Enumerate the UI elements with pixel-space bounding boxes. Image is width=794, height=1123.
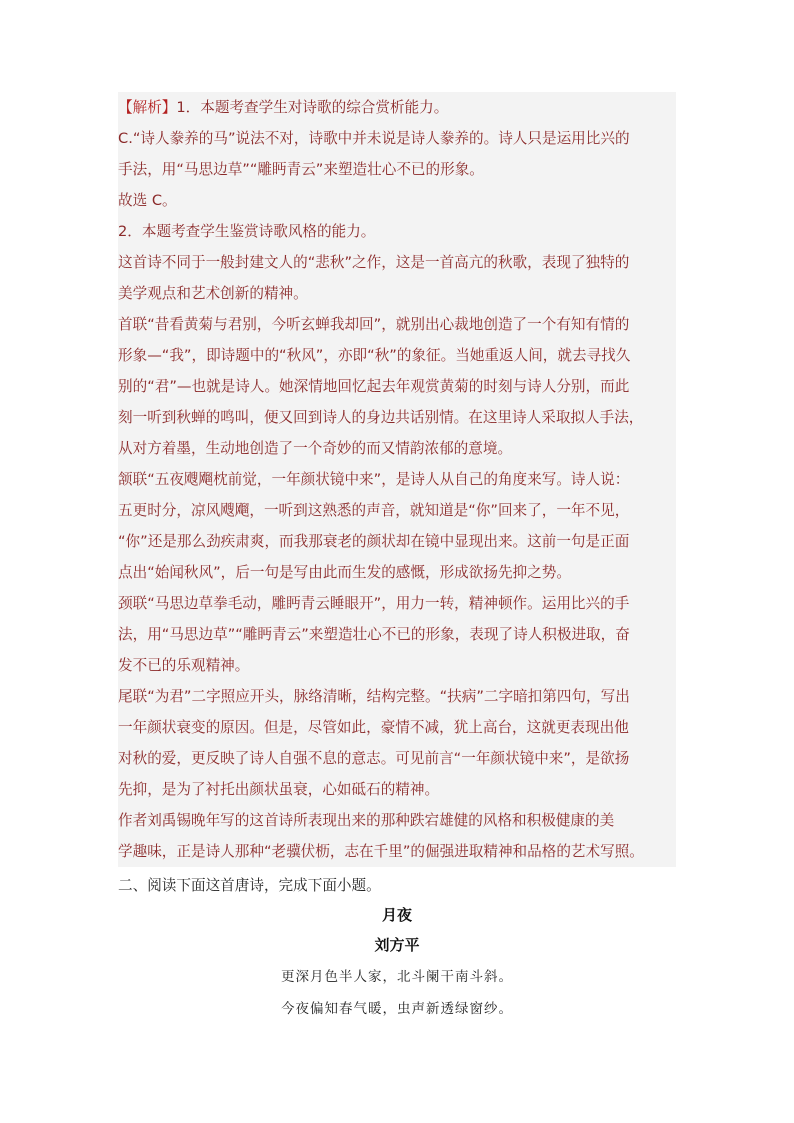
analysis-line: 手法，用“马思边草”“雕眄青云”来塑造壮心不已的形象。 xyxy=(118,161,484,178)
analysis-label: 【解析】 xyxy=(118,99,177,116)
analysis-line: 先抑，是为了衬托出颜状虽衰，心如砥石的精神。 xyxy=(118,781,440,798)
analysis-line: 形象—“我”，即诗题中的“秋风”，亦即“秋”的象征。当她重返人间，就去寻找久 xyxy=(118,347,631,364)
analysis-line: 学趣味，正是诗人那种“老骥伏枥，志在千里”的倔强进取精神和品格的艺术写照。 xyxy=(118,843,644,860)
poem-line: 更深月色半人家，北斗阑干南斗斜。 xyxy=(281,969,513,985)
analysis-line-text: 1．本题考查学生对诗歌的综合赏析能力。 xyxy=(176,99,449,116)
analysis-line: 五更时分，凉风飕飗，一听到这熟悉的声音，就知道是“你”回来了，一年不见， xyxy=(118,502,630,519)
answer-analysis-block xyxy=(118,92,676,867)
analysis-line: 法，用“马思边草”“雕眄青云”来塑造壮心不已的形象，表现了诗人积极进取，奋 xyxy=(118,626,630,643)
analysis-line: 对秋的爱，更反映了诗人自强不息的意志。可见前言“一年颜状镜中来”，是欲扬 xyxy=(118,750,630,767)
section-heading: 二、阅读下面这首唐诗，完成下面小题。 xyxy=(118,877,381,894)
analysis-line: 故选 C。 xyxy=(118,192,177,209)
analysis-line: 别的“君”—也就是诗人。她深情地回忆起去年观赏黄菊的时刻与诗人分别，而此 xyxy=(118,378,630,395)
poem-line: 今夜偏知春气暖，虫声新透绿窗纱。 xyxy=(281,1001,513,1017)
analysis-line: 2．本题考查学生鉴赏诗歌风格的能力。 xyxy=(118,223,376,240)
analysis-line: 尾联“为君”二字照应开头，脉络清晰，结构完整。“扶病”二字暗扣第四句，写出 xyxy=(118,688,630,705)
analysis-line: 颔联“五夜飕飗枕前觉，一年颜状镜中来”，是诗人从自己的角度来写。诗人说： xyxy=(118,471,630,488)
analysis-line: 点出“始闻秋风”，后一句是写由此而生发的感慨，形成欲扬先抑之势。 xyxy=(118,564,571,581)
analysis-line: C.“诗人豢养的马”说法不对，诗歌中并未说是诗人豢养的。诗人只是运用比兴的 xyxy=(118,130,630,147)
analysis-line: 发不已的乐观精神。 xyxy=(118,657,250,674)
analysis-line: 作者刘禹锡晚年写的这首诗所表现出来的那种跌宕雄健的风格和积极健康的美 xyxy=(118,812,615,829)
poem-author: 刘方平 xyxy=(374,936,420,954)
analysis-line: 美学观点和艺术创新的精神。 xyxy=(118,285,308,302)
poem-title: 月夜 xyxy=(381,906,412,924)
analysis-line: 这首诗不同于一般封建文人的“悲秋”之作，这是一首高亢的秋歌，表现了独特的 xyxy=(118,254,630,271)
analysis-line: 刻一听到秋蝉的鸣叫，便又回到诗人的身边共话别情。在这里诗人采取拟人手法， xyxy=(118,409,644,426)
analysis-line xyxy=(118,92,676,123)
analysis-line: “你”还是那么劲疾肃爽，而我那衰老的颜状却在镜中显现出来。这前一句是正面 xyxy=(118,533,630,550)
analysis-line: 颈联“马思边草拳毛动，雕眄青云睡眼开”，用力一转，精神顿作。运用比兴的手 xyxy=(118,595,630,612)
analysis-line: 从对方着墨，生动地创造了一个奇妙的而又情韵浓郁的意境。 xyxy=(118,440,513,457)
analysis-line: 首联“昔看黄菊与君别，今听玄蝉我却回”，就别出心裁地创造了一个有知有情的 xyxy=(118,316,630,333)
analysis-line: 一年颜状衰变的原因。但是，尽管如此，豪情不减，犹上高台，这就更表现出他 xyxy=(118,719,629,736)
